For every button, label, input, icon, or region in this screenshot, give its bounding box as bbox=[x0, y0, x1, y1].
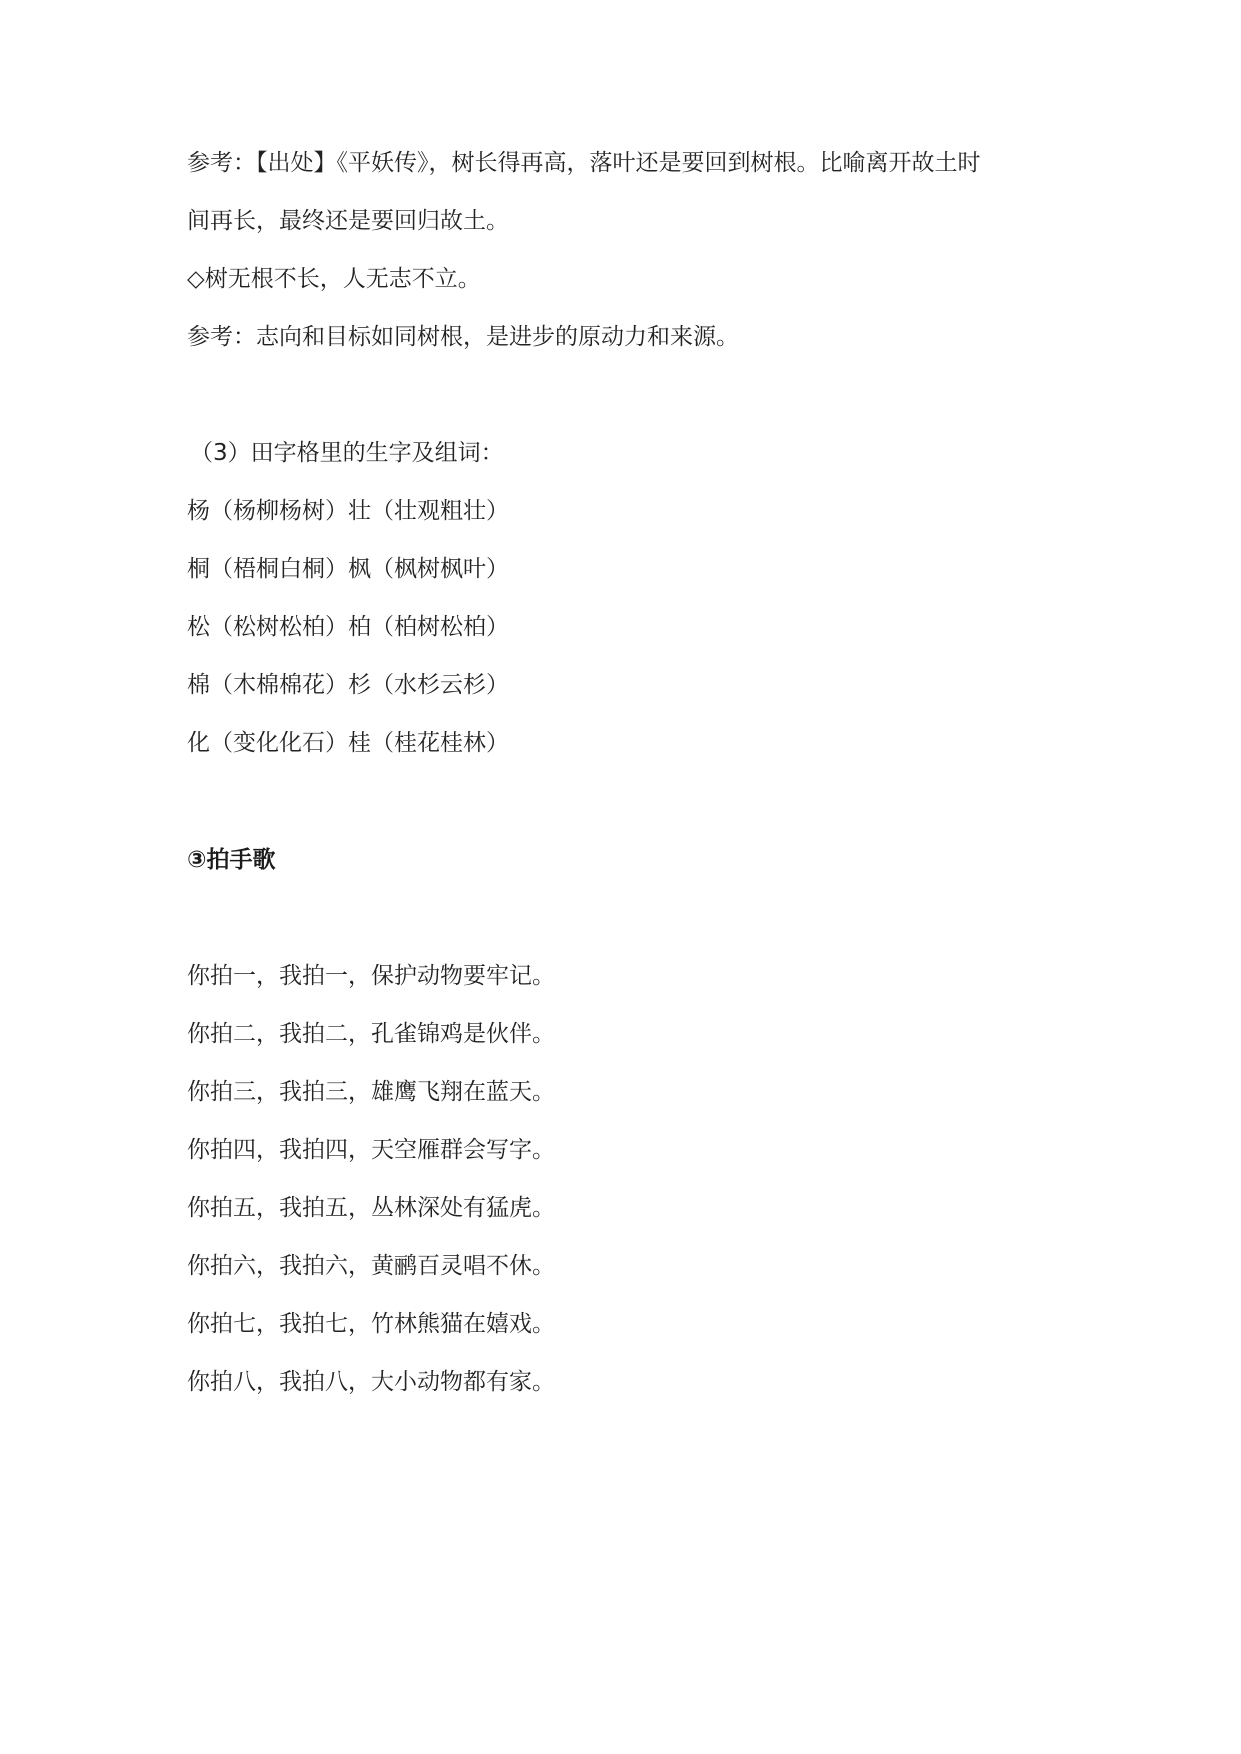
character-row: 杨（杨柳杨树）壮（壮观粗壮） bbox=[187, 498, 509, 524]
reference-line-1: 参考：【出处】《平妖传》，树长得再高，落叶还是要回到树根。比喻离开故土时 bbox=[187, 150, 981, 176]
proverb-note-line: 参考：志向和目标如同树根，是进步的原动力和来源。 bbox=[187, 324, 739, 350]
song-verse: 你拍六，我拍六，黄鹂百灵唱不休。 bbox=[187, 1253, 555, 1279]
character-row: 化（变化化石）桂（桂花桂林） bbox=[187, 730, 509, 756]
song-verse: 你拍八，我拍八，大小动物都有家。 bbox=[187, 1369, 555, 1395]
character-row: 桐（梧桐白桐）枫（枫树枫叶） bbox=[187, 556, 509, 582]
characters-section-title: （3）田字格里的生字及组词： bbox=[190, 440, 504, 466]
song-verse: 你拍一，我拍一，保护动物要牢记。 bbox=[187, 963, 555, 989]
character-row: 松（松树松柏）柏（柏树松柏） bbox=[187, 614, 509, 640]
song-verse: 你拍三，我拍三，雄鹰飞翔在蓝天。 bbox=[187, 1079, 555, 1105]
proverb-line: ◇树无根不长，人无志不立。 bbox=[187, 266, 481, 292]
song-verse: 你拍七，我拍七，竹林熊猫在嬉戏。 bbox=[187, 1311, 555, 1337]
character-row: 棉（木棉棉花）杉（水杉云杉） bbox=[187, 672, 509, 698]
song-verse: 你拍五，我拍五，丛林深处有猛虎。 bbox=[187, 1195, 555, 1221]
song-verse: 你拍二，我拍二，孔雀锦鸡是伙伴。 bbox=[187, 1021, 555, 1047]
reference-line-2: 间再长，最终还是要回归故土。 bbox=[187, 208, 509, 234]
song-verse: 你拍四，我拍四，天空雁群会写字。 bbox=[187, 1137, 555, 1163]
song-section-title: ③拍手歌 bbox=[187, 847, 276, 873]
